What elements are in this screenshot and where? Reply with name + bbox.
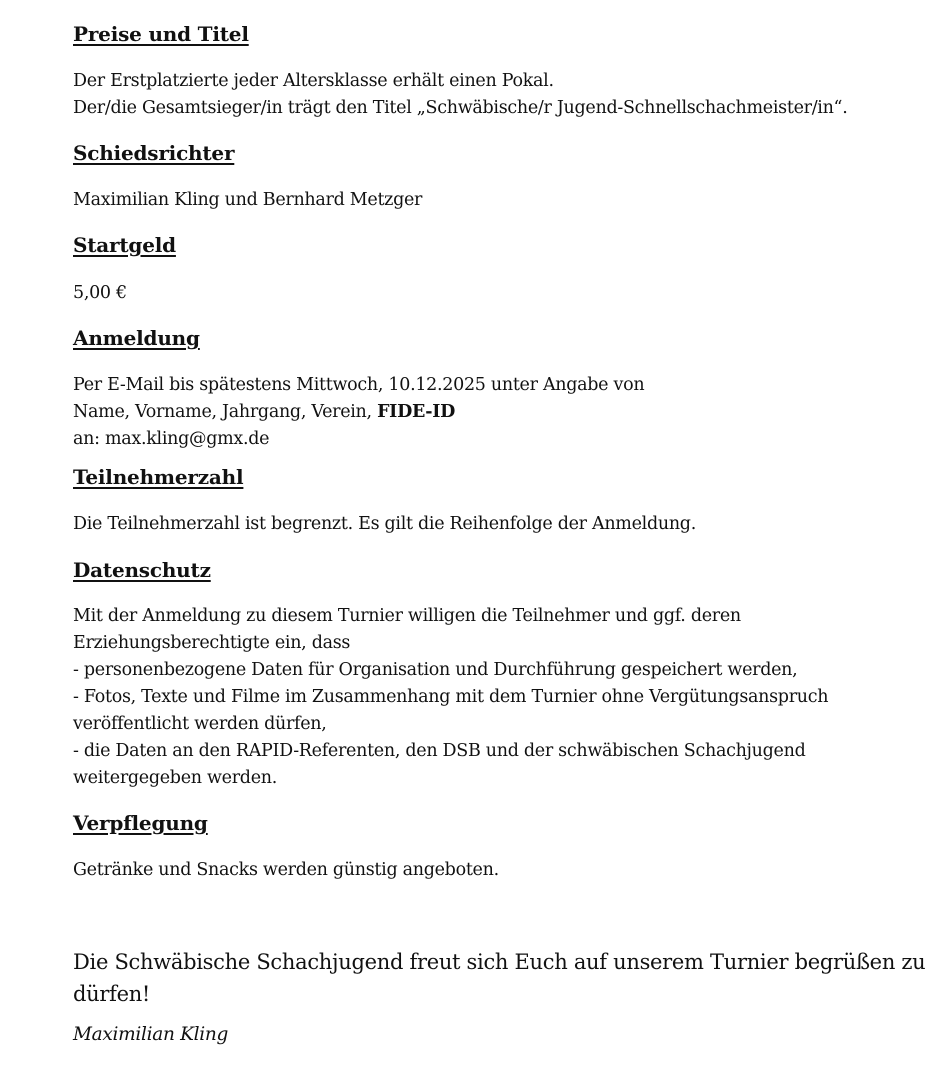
preise-line-2: Der/die Gesamtsieger/in trägt den Titel „Schwäbische/r Jugend-Schnellschachmeister/in“. (73, 98, 848, 118)
paragraph-anmeldung (73, 372, 644, 453)
datenschutz-line-7: weitergegeben werden. (73, 768, 277, 788)
heading-datenschutz: Datenschutz (73, 558, 211, 582)
datenschutz-line-6: - die Daten an den RAPID-Referenten, den DSB und der schwäbischen Schachjugend (73, 741, 806, 761)
anmeldung-line-1: Per E-Mail bis spätestens Mittwoch, 10.12.2025 unter Angabe von (73, 375, 645, 395)
datenschutz-line-4: - Fotos, Texte und Filme im Zusammenhang mit dem Turnier ohne Vergütungsanspruch (73, 687, 829, 707)
heading-preise-und-titel: Preise und Titel (73, 22, 249, 46)
heading-schiedsrichter: Schiedsrichter (73, 141, 235, 165)
datenschutz-line-1: Mit der Anmeldung zu diesem Turnier willigen die Teilnehmer und ggf. deren (73, 606, 741, 626)
paragraph-schiedsrichter (73, 187, 422, 214)
paragraph-preise (73, 68, 847, 122)
signature: Maximilian Kling (73, 1024, 229, 1045)
paragraph-verpflegung (73, 857, 499, 884)
datenschutz-line-3: - personenbezogene Daten für Organisation und Durchführung gespeichert werden, (73, 660, 798, 680)
anmeldung-line-2 (73, 399, 644, 426)
paragraph-datenschutz (73, 603, 828, 792)
startgeld-amount: 5,00 € (73, 283, 127, 303)
heading-teilnehmerzahl: Teilnehmerzahl (73, 465, 244, 489)
schiedsrichter-names: Maximilian Kling und Bernhard Metzger (73, 190, 423, 210)
paragraph-teilnehmerzahl (73, 511, 696, 538)
preise-line-1: Der Erstplatzierte jeder Altersklasse erhält einen Pokal. (73, 71, 554, 91)
closing-message (73, 946, 925, 1010)
closing-line-2: dürfen! (73, 982, 151, 1006)
teilnehmerzahl-text: Die Teilnehmerzahl ist begrenzt. Es gilt die Reihenfolge der Anmeldung. (73, 514, 696, 534)
paragraph-startgeld (73, 280, 127, 307)
heading-anmeldung: Anmeldung (73, 326, 200, 350)
verpflegung-text: Getränke und Snacks werden günstig angeboten. (73, 860, 499, 880)
heading-verpflegung: Verpflegung (73, 811, 208, 835)
anmeldung-fide-id: FIDE-ID (377, 402, 456, 422)
datenschutz-line-2: Erziehungsberechtigte ein, dass (73, 633, 351, 653)
anmeldung-email: an: max.kling@gmx.de (73, 429, 270, 449)
anmeldung-fields: Name, Vorname, Jahrgang, Verein, (73, 402, 378, 422)
closing-line-1: Die Schwäbische Schachjugend freut sich Euch auf unserem Turnier begrüßen zu (73, 950, 926, 974)
heading-startgeld: Startgeld (73, 233, 176, 257)
datenschutz-line-5: veröffentlicht werden dürfen, (73, 714, 327, 734)
